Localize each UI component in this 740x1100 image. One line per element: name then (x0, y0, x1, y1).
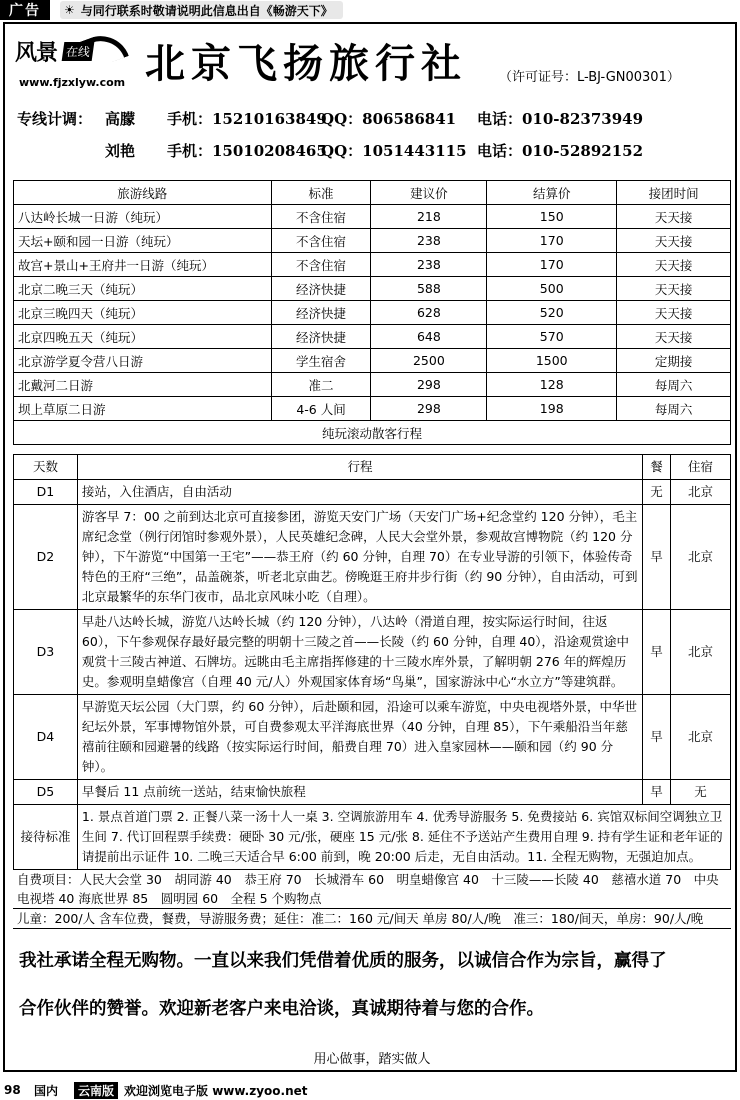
sun-icon: ☀ (64, 3, 75, 17)
route-suggested-price: 238 (371, 253, 487, 277)
route-standard: 准二 (271, 373, 371, 397)
contact-role: 专线计调： (17, 110, 93, 128)
route-settlement-price: 500 (487, 277, 617, 301)
ad-label: 广告 (0, 0, 50, 20)
source-notice (60, 1, 343, 19)
route-standard: 不含住宿 (271, 253, 371, 277)
contact-qq: QQ：1051443115 (321, 142, 467, 160)
route-settlement-price: 128 (487, 373, 617, 397)
contact-name: 刘艳 (105, 142, 136, 160)
route-schedule: 天天接 (617, 229, 731, 253)
table-row (14, 301, 731, 325)
table-subtitle-row (14, 421, 731, 445)
agency-name: 北京飞扬旅行社 (145, 40, 467, 87)
route-name: 北京三晚四天（纯玩） (14, 301, 272, 325)
route-standard: 不含住宿 (271, 205, 371, 229)
logo-badge: 在线 (62, 42, 95, 61)
column-header: 标准 (271, 181, 371, 205)
day-plan: 游客早 7：00 之前到达北京可直接参团，游览天安门广场（天安门广场+纪念堂约 120 分钟），毛主席纪念堂（例行闭馆时参观外景），人民英雄纪念碑，人民大会堂外景，参观故宫博物院（约 120 分钟），下午游览“中国第一王宅”——恭王府（约 60 分钟，自理 70）在专业导游的引领下，体验传奇特色的王府“三绝”，品盖碗茶，听老北京曲艺。傍晚逛王府井步行街（约 90 分钟），自由活动，可到北京最繁华的东华门夜市，品北京风味小吃（自理）。 (77, 505, 642, 610)
footer-website[interactable]: 欢迎浏览电子版 www.zyoo.net (124, 1083, 308, 1098)
table-row (14, 373, 731, 397)
route-suggested-price: 298 (371, 373, 487, 397)
column-header: 结算价 (487, 181, 617, 205)
day-stay: 北京 (671, 505, 731, 610)
route-standard: 经济快捷 (271, 277, 371, 301)
itinerary-subtitle: 纯玩滚动散客行程 (14, 421, 731, 445)
day-plan: 接站，入住酒店，自由活动 (77, 480, 642, 505)
day-label: D1 (14, 480, 78, 505)
route-name: 北京四晚五天（纯玩） (14, 325, 272, 349)
route-suggested-price: 218 (371, 205, 487, 229)
license-number: （许可证号：L-BJ-GN00301） (499, 70, 680, 85)
route-settlement-price: 170 (487, 229, 617, 253)
optional-items: 自费项目：人民大会堂 30 胡同游 40 恭王府 70 长城滑车 60 明皇蜡像宫 40 十三陵——长陵 40 慈禧水道 70 中央电视塔 40 海底世界 85 圆明园 60 全程 5 个购物点 (13, 870, 731, 909)
contact-phone: 电话：010-52892152 (477, 142, 644, 160)
table-row (14, 780, 731, 805)
itinerary-table (13, 454, 731, 870)
table-row (14, 325, 731, 349)
day-stay: 无 (671, 780, 731, 805)
contact-mobile: 手机：15210163849 (167, 110, 327, 128)
table-row (14, 205, 731, 229)
table-row (14, 695, 731, 780)
column-header: 行程 (77, 455, 642, 480)
route-standard: 4-6 人间 (271, 397, 371, 421)
table-row (14, 805, 731, 870)
route-name: 北戴河二日游 (14, 373, 272, 397)
route-schedule: 天天接 (617, 253, 731, 277)
table-row (14, 480, 731, 505)
route-suggested-price: 588 (371, 277, 487, 301)
route-settlement-price: 150 (487, 205, 617, 229)
route-name: 故宫+景山+王府井一日游（纯玩） (14, 253, 272, 277)
route-suggested-price: 298 (371, 397, 487, 421)
day-meal: 无 (643, 480, 671, 505)
table-row (14, 505, 731, 610)
logo-url[interactable]: www.fjzxlyw.com (19, 76, 126, 89)
day-label: D5 (14, 780, 78, 805)
contact-row (17, 140, 727, 160)
table-row (14, 397, 731, 421)
motto: 用心做事，踏实做人 (313, 1052, 431, 1067)
route-schedule: 天天接 (617, 301, 731, 325)
column-header: 餐 (643, 455, 671, 480)
route-settlement-price: 198 (487, 397, 617, 421)
column-header: 旅游线路 (14, 181, 272, 205)
contact-phone: 电话：010-82373949 (477, 110, 644, 128)
route-standard: 不含住宿 (271, 229, 371, 253)
top-banner (0, 0, 740, 20)
route-standard: 经济快捷 (271, 325, 371, 349)
section-label: 国内 (34, 1083, 59, 1098)
route-standard: 学生宿舍 (271, 349, 371, 373)
column-header: 建议价 (371, 181, 487, 205)
day-plan: 早餐后 11 点前统一送站，结束愉快旅程 (77, 780, 642, 805)
day-stay: 北京 (671, 695, 731, 780)
table-row (14, 277, 731, 301)
day-label: D4 (14, 695, 78, 780)
route-schedule: 每周六 (617, 397, 731, 421)
column-header: 住宿 (671, 455, 731, 480)
day-label: D2 (14, 505, 78, 610)
logo (13, 32, 125, 96)
logo-text: 风景 (15, 40, 58, 66)
route-name: 北京游学夏令营八日游 (14, 349, 272, 373)
route-settlement-price: 170 (487, 253, 617, 277)
route-suggested-price: 2500 (371, 349, 487, 373)
route-schedule: 天天接 (617, 205, 731, 229)
route-suggested-price: 628 (371, 301, 487, 325)
day-meal: 早 (643, 695, 671, 780)
route-schedule: 天天接 (617, 277, 731, 301)
route-name: 八达岭长城一日游（纯玩） (14, 205, 272, 229)
table-row (14, 610, 731, 695)
day-label: D3 (14, 610, 78, 695)
children-pricing: 儿童：200/人 含车位费，餐费，导游服务费；延住：准二：160 元/间天 单房 80/人/晚 准三：180/间天，单房：90/人/晚 (13, 909, 731, 929)
service-standard-text: 1. 景点首道门票 2. 正餐八菜一汤十人一桌 3. 空调旅游用车 4. 优秀导游服务 5. 免费接站 6. 宾馆双标间空调独立卫生间 7. 代订回程票手续费：硬卧 30 元/张，硬座 15 元/张 8. 延住不予送站产生费用自理 9. 持有学生证和老年证的请提前出示证件 10. 二晚三天适合早 6:00 前到，晚 20:00 后走，无自由活动。11. 全程无购物，无强迫加点。 (77, 805, 730, 870)
route-schedule: 定期接 (617, 349, 731, 373)
route-settlement-price: 1500 (487, 349, 617, 373)
promise-line: 合作伙伴的赞誉。欢迎新老客户来电洽谈，真诚期待着与您的合作。 (19, 999, 544, 1019)
table-row (14, 229, 731, 253)
route-suggested-price: 238 (371, 229, 487, 253)
edition-label: 云南版 (74, 1082, 118, 1099)
advert-frame (3, 22, 737, 1072)
route-schedule: 每周六 (617, 373, 731, 397)
route-schedule: 天天接 (617, 325, 731, 349)
route-name: 北京二晚三天（纯玩） (14, 277, 272, 301)
column-header: 天数 (14, 455, 78, 480)
page-number: 98 (4, 1083, 21, 1097)
route-name: 天坛+颐和园一日游（纯玩） (14, 229, 272, 253)
page-footer (0, 1080, 740, 1100)
route-suggested-price: 648 (371, 325, 487, 349)
table-header-row (14, 181, 731, 205)
route-settlement-price: 520 (487, 301, 617, 325)
route-price-table (13, 180, 731, 445)
route-settlement-price: 570 (487, 325, 617, 349)
contact-name: 高朦 (105, 110, 136, 128)
column-header: 接团时间 (617, 181, 731, 205)
day-plan: 早赴八达岭长城，游览八达岭长城（约 120 分钟），八达岭（滑道自理，按实际运行时间，往返 60），下午参观保存最好最完整的明朝十三陵之首——长陵（约 60 分钟，自理 40），沿途观赏途中观赏十三陵古神道、石牌坊。远眺由毛主席指挥修建的十三陵水库外景，了解明朝 276 年的辉煌历史。参观明皇蜡像宫（自理 40 元/人）外观国家体育场“鸟巢”，国家游泳中心“水立方”等建筑群。 (77, 610, 642, 695)
contact-qq: QQ：806586841 (321, 110, 457, 128)
day-meal: 早 (643, 610, 671, 695)
day-stay: 北京 (671, 480, 731, 505)
promise-line: 我社承诺全程无购物。一直以来我们凭借着优质的服务，以诚信合作为宗旨，赢得了 (19, 951, 667, 971)
day-plan: 早游览天坛公园（大门票，约 60 分钟），后赴颐和园，沿途可以乘车游览，中央电视塔外景，中华世纪坛外景，军事博物馆外景，可自费参观太平洋海底世界（40 分钟，自理 85），下午乘船沿当年慈禧前往颐和园避暑的线路（按实际运行时间，船费自理 70）进入皇家园林——颐和园（约 90 分钟）。 (77, 695, 642, 780)
table-header-row (14, 455, 731, 480)
table-row (14, 349, 731, 373)
source-notice-text: 与同行联系时敬请说明此信息出自《畅游天下》 (80, 3, 333, 18)
day-stay: 北京 (671, 610, 731, 695)
service-standard-label: 接待标准 (14, 805, 78, 870)
contact-row (17, 108, 727, 128)
day-meal: 早 (643, 780, 671, 805)
table-row (14, 253, 731, 277)
contact-mobile: 手机：15010208465 (167, 142, 327, 160)
route-standard: 经济快捷 (271, 301, 371, 325)
day-meal: 早 (643, 505, 671, 610)
route-name: 坝上草原二日游 (14, 397, 272, 421)
